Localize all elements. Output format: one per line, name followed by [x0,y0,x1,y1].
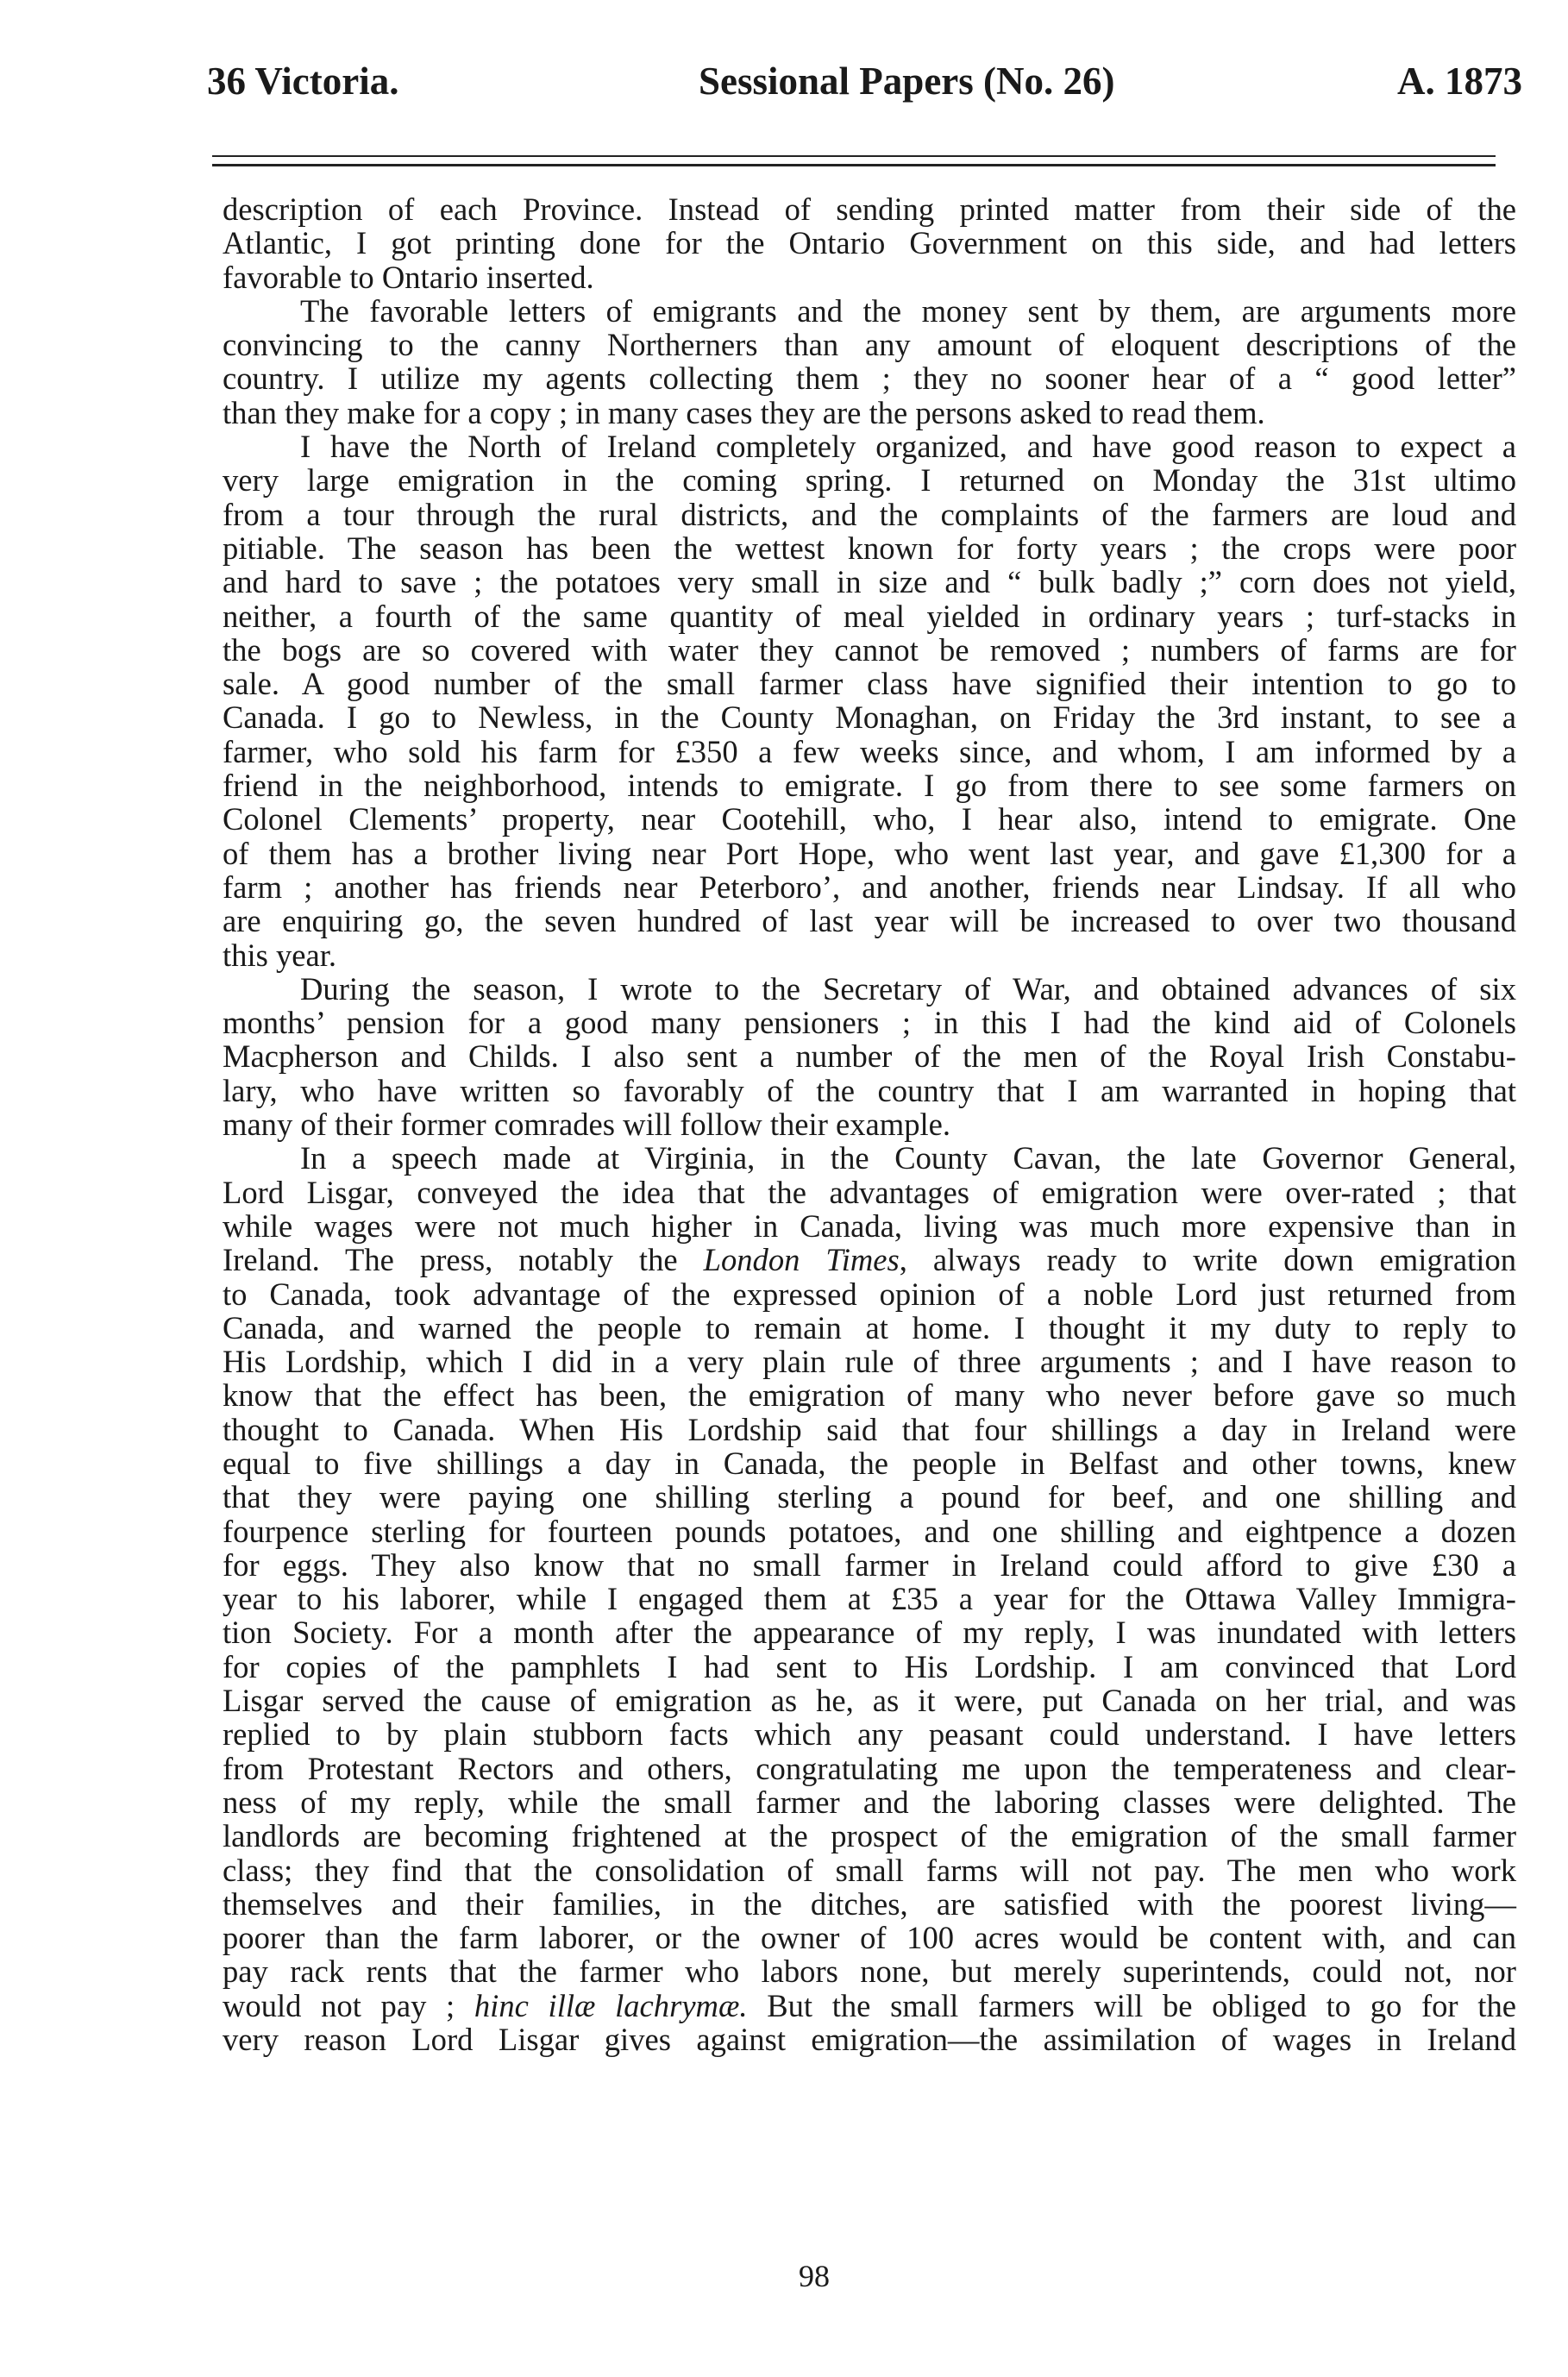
text-line: than they make for a copy ; in many cases they are the persons asked to read them. [223,394,1265,430]
text-line: to Canada, took advantage of the expressed opinion of a noble Lord just returned from [223,1276,1516,1312]
header-session: 36 Victoria. [207,60,399,103]
header-title: Sessional Papers (No. 26) [699,60,1115,103]
text-line: fourpence sterling for fourteen pounds potatoes, and one shilling and eightpence a dozen [223,1513,1516,1549]
text-line: I have the North of Ireland completely organized, and have good reason to expect a [300,429,1516,465]
text-line: Atlantic, I got printing done for the Ontario Government on this side, and had letters [223,225,1516,261]
text-line: know that the effect has been, the emigration of many who never before gave so much [223,1377,1516,1414]
text-line: equal to five shillings a day in Canada, the people in Belfast and other towns, knew [223,1445,1516,1481]
body-text [223,192,1516,2056]
text-line: farmer, who sold his farm for £350 a few weeks since, and whom, I am informed by a [223,733,1516,769]
text-line: Macpherson and Childs. I also sent a number of the men of the Royal Irish Constabu- [223,1038,1516,1075]
text-line: many of their former comrades will follow their example. [223,1107,951,1143]
text-line: from a tour through the rural districts, and the complaints of the farmers are loud and [223,496,1516,532]
text-line: His Lordship, which I did in a very plain rule of three arguments ; and I have reason to [223,1344,1516,1380]
header-rule-bottom [212,164,1496,166]
text-line: class; they find that the consolidation of small farms will not pay. The men who work [223,1852,1516,1888]
text-line: tion Society. For a month after the appearance of my reply, I was inundated with letters [223,1615,1516,1651]
text-line: sale. A good number of the small farmer class have signified their intention to go to [223,666,1516,702]
text-line: and hard to save ; the potatoes very small in size and “ bulk badly ;” corn does not yield, [223,564,1516,600]
header-year: A. 1873 [1397,60,1522,103]
text-line: favorable to Ontario inserted. [223,259,594,295]
text-line: are enquiring go, the seven hundred of last year will be increased to over two thousand [223,903,1516,939]
text-line: country. I utilize my agents collecting them ; they no sooner hear of a “ good letter” [223,361,1516,397]
text-line: lary, who have written so favorably of the country that I am warranted in hoping that [223,1072,1516,1108]
text-line: Canada. I go to Newless, in the County Monaghan, on Friday the 3rd instant, to see a [223,699,1516,736]
text-line: friend in the neighborhood, intends to emigrate. I go from there to see some farmers on [223,768,1516,804]
text-line: In a speech made at Virginia, in the County Cavan, the late Governor General, [300,1140,1516,1176]
text-line: pitiable. The season has been the wettest known for forty years ; the crops were poor [223,530,1516,566]
text-line: from Protestant Rectors and others, congratulating me upon the temperateness and clear- [223,1750,1516,1786]
text-line: that they were paying one shilling sterling a pound for beef, and one shilling and [223,1479,1516,1515]
text-line: Lisgar served the cause of emigration as he, as it were, put Canada on her trial, and was [223,1683,1516,1719]
text-line: Canada, and warned the people to remain at home. I thought it my duty to reply to [223,1309,1516,1345]
text-line: Lord Lisgar, conveyed the idea that the advantages of emigration were over-rated ; that [223,1174,1516,1210]
text-line: poorer than the farm laborer, or the owner of 100 acres would be content with, and can [223,1920,1516,1956]
text-line: replied to by plain stubborn facts which any peasant could understand. I have letters [223,1716,1516,1753]
text-line: themselves and their families, in the ditches, are satisfied with the poorest living— [223,1885,1516,1922]
text-line: pay rack rents that the farmer who labors none, but merely superintends, could not, nor [223,1954,1516,1990]
text-line: very reason Lord Lisgar gives against emigration—the assimilation of wages in Ireland [223,2022,1516,2058]
running-header [207,59,1522,128]
text-line: for eggs. They also know that no small farmer in Ireland could afford to give £30 a [223,1546,1516,1583]
text-line: very large emigration in the coming spring. I returned on Monday the 31st ultimo [223,462,1516,499]
text-line: ness of my reply, while the small farmer and the laboring classes were delighted. The [223,1784,1516,1820]
text-line: During the season, I wrote to the Secretary of War, and obtained advances of six [300,970,1516,1007]
italic-phrase: London Times [703,1242,900,1278]
text-line: description of each Province. Instead of sending printed matter from their side of the [223,191,1516,227]
page-number: 98 [799,2259,830,2293]
text-line: convincing to the canny Northerners than any amount of eloquent descriptions of the [223,327,1516,363]
text-line: would not pay ; hinc illæ lachrymæ. But the small farmers will be obliged to go for the [223,1987,1516,2023]
text-line: this year. [223,937,337,973]
text-line: The favorable letters of emigrants and the money sent by them, are arguments more [300,292,1516,329]
header-rule-top [212,155,1496,157]
text-line: while wages were not much higher in Canada, living was much more expensive than in [223,1207,1516,1244]
text-line: farm ; another has friends near Peterboro’, and another, friends near Lindsay. If all who [223,869,1516,905]
text-line: Colonel Clements’ property, near Cootehill, who, I hear also, intend to emigrate. One [223,801,1516,837]
text-line: thought to Canada. When His Lordship said that four shillings a day in Ireland were [223,1411,1516,1447]
text-line: for copies of the pamphlets I had sent to His Lordship. I am convinced that Lord [223,1648,1516,1684]
text-line: neither, a fourth of the same quantity of meal yielded in ordinary years ; turf-stacks in [223,598,1516,634]
text-line: year to his laborer, while I engaged them at £35 a year for the Ottawa Valley Immigra- [223,1581,1516,1617]
text-line: months’ pension for a good many pensioners ; in this I had the kind aid of Colonels [223,1005,1516,1041]
text-line: Ireland. The press, notably the London Times, always ready to write down emigration [223,1242,1516,1278]
text-line: landlords are becoming frightened at the prospect of the emigration of the small farmer [223,1818,1516,1854]
italic-phrase: hinc illæ lachrymæ. [474,1987,748,2023]
text-line: the bogs are so covered with water they cannot be removed ; numbers of farms are for [223,631,1516,668]
text-line: of them has a brother living near Port Hope, who went last year, and gave £1,300 for a [223,835,1516,871]
